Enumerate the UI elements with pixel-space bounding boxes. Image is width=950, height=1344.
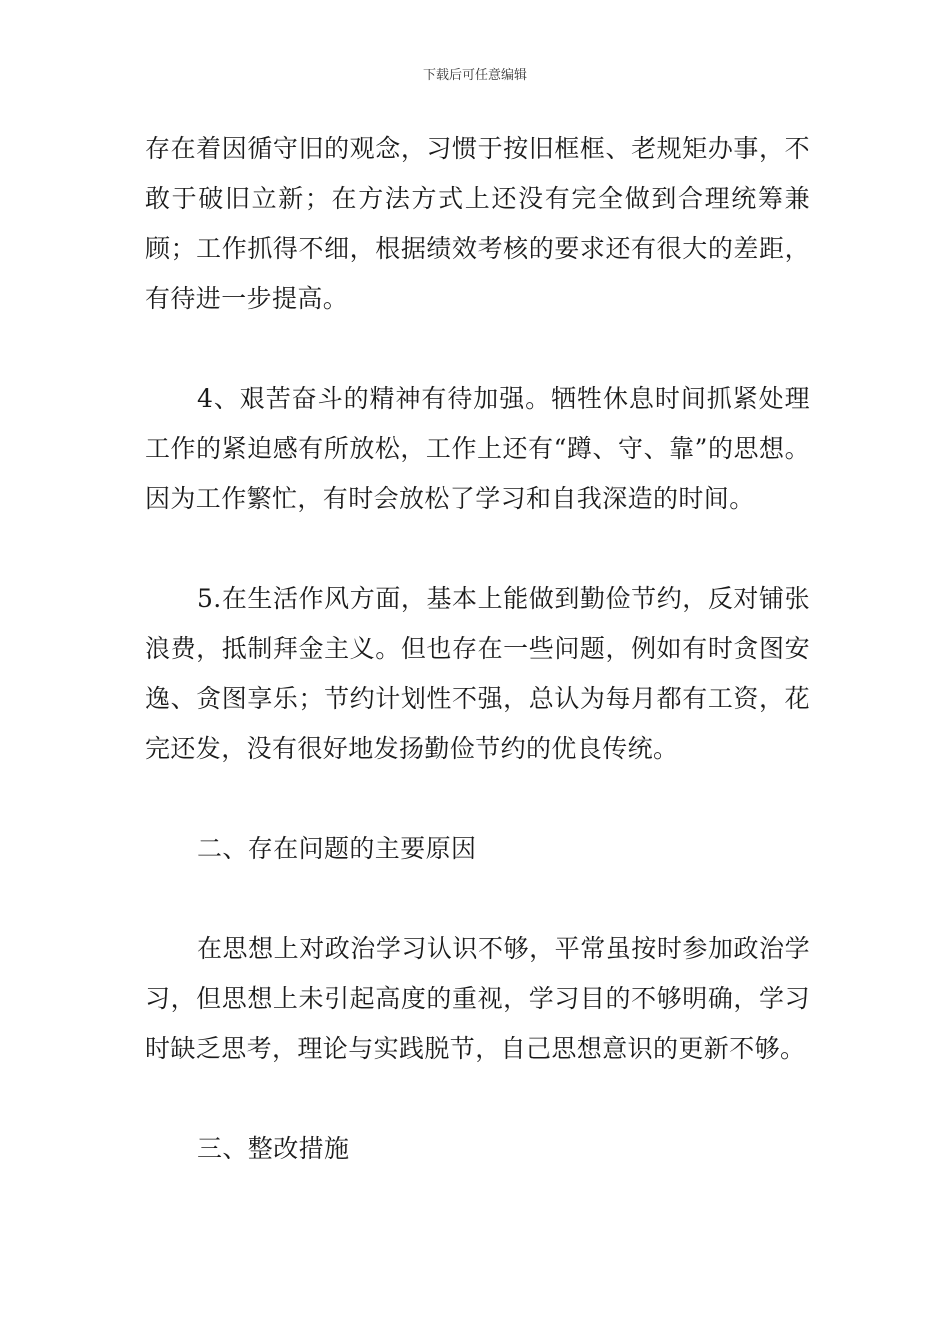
paragraph-item-4: 4、艰苦奋斗的精神有待加强。牺牲休息时间抓紧处理工作的紧迫感有所放松，工作上还有“蹲、守、靠”的思想。因为工作繁忙，有时会放松了学习和自我深造的时间。	[145, 384, 810, 513]
paragraph-continued: 存在着因循守旧的观念，习惯于按旧框框、老规矩办事，不敢于破旧立新；在方法方式上还没有完全做到合理统筹兼顾；工作抓得不细，根据绩效考核的要求还有很大的差距，有待进一步提高。	[145, 134, 810, 313]
paragraph-item-5: 5.在生活作风方面，基本上能做到勤俭节约，反对铺张浪费，抵制拜金主义。但也存在一些问题，例如有时贪图安逸、贪图享乐；节约计划性不强，总认为每月都有工资，花完还发，没有很好地发扬勤俭节约的优良传统。	[145, 584, 810, 763]
document-body	[145, 124, 810, 1174]
section-heading-2: 二、存在问题的主要原因	[197, 834, 477, 863]
paragraph-causes: 在思想上对政治学习认识不够，平常虽按时参加政治学习，但思想上未引起高度的重视，学习目的不够明确，学习时缺乏思考，理论与实践脱节，自己思想意识的更新不够。	[145, 934, 810, 1063]
section-heading-3: 三、整改措施	[197, 1134, 350, 1163]
page-header: 下载后可任意编辑	[422, 68, 527, 83]
